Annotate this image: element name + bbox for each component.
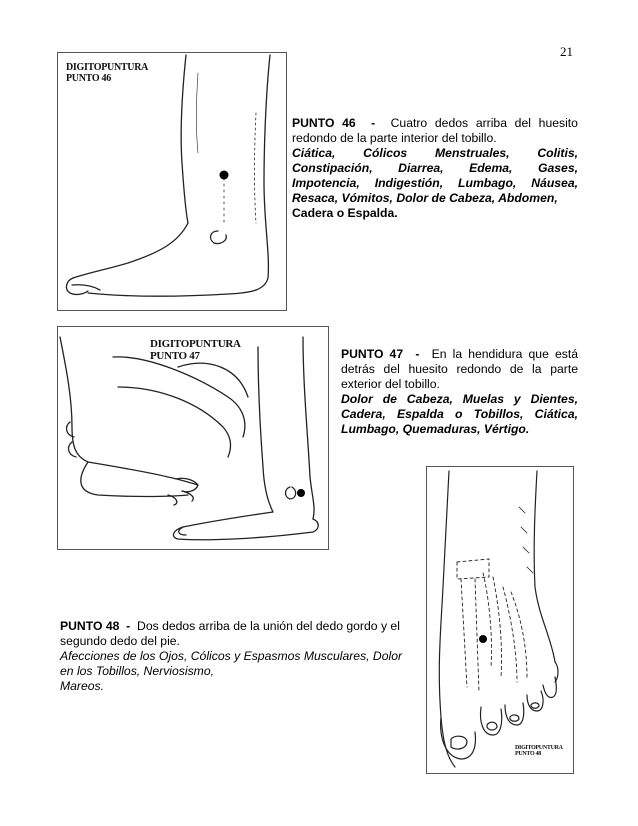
figure-label-point: PUNTO 48 xyxy=(515,751,541,758)
acupoint-marker xyxy=(297,489,305,497)
figure-punto-48 xyxy=(426,466,574,774)
point-47-separator: - xyxy=(415,347,420,361)
figure-label xyxy=(515,745,563,758)
point-46-heading: PUNTO 46 xyxy=(292,116,356,130)
point-47-heading: PUNTO 47 xyxy=(341,347,404,361)
figure-label-title: DIGITOPUNTURA xyxy=(150,338,241,350)
page-number: 21 xyxy=(560,44,573,59)
point-47-location-paragraph xyxy=(341,347,578,392)
point-48-location: Dos dedos arriba de la unión del dedo gordo y el segundo dedo del pie. xyxy=(60,619,400,648)
figure-punto-47 xyxy=(57,326,329,550)
point-46-separator: - xyxy=(371,116,376,130)
point-48-heading: PUNTO 48 xyxy=(60,619,120,633)
point-48-conditions: Afecciones de los Ojos, Cólicos y Espasmos Musculares, Dolor en los Tobillos, Nerviosismo, xyxy=(60,649,403,678)
point-48-description xyxy=(60,619,416,694)
figure-label-title: DIGITOPUNTURA xyxy=(66,62,149,73)
foot-inner-side-illustration xyxy=(58,53,286,310)
point-48-conditions-extra: Mareos. xyxy=(60,679,105,693)
point-48-location-paragraph xyxy=(60,619,416,649)
figure-label xyxy=(66,63,148,84)
point-47-location: En la hendidura que está detrás del huesito redondo de la parte exterior del tobillo. xyxy=(341,347,578,391)
point-47-description xyxy=(341,347,578,437)
acupoint-marker xyxy=(479,635,487,643)
point-46-description xyxy=(292,116,578,221)
point-48-separator: - xyxy=(126,619,131,633)
point-46-location: Cuatro dedos arriba del huesito redondo de la parte interior del tobillo. xyxy=(292,116,578,145)
acupoint-marker xyxy=(220,171,229,180)
point-46-location-paragraph xyxy=(292,116,578,146)
figure-punto-46 xyxy=(57,52,287,311)
point-46-conditions: Ciática, Cólicos Menstruales, Colitis, Constipación, Diarrea, Edema, Gases, Impotencia, Indigestión, Lumbago, Náusea, Resaca, Vómitos, Dolor de Cabeza, Abdomen, xyxy=(292,146,578,205)
point-46-conditions-extra: Cadera o Espalda. xyxy=(292,206,398,220)
figure-label-point: PUNTO 46 xyxy=(66,72,111,84)
figure-label xyxy=(150,339,241,362)
point-47-conditions: Dolor de Cabeza, Muelas y Dientes, Cadera, Espalda o Tobillos, Ciática, Lumbago, Quemaduras, Vértigo. xyxy=(341,392,578,436)
foot-top-view-illustration xyxy=(427,467,573,773)
figure-label-point: PUNTO 47 xyxy=(150,349,200,362)
figure-label-title: DIGITOPUNTURA xyxy=(515,745,563,751)
